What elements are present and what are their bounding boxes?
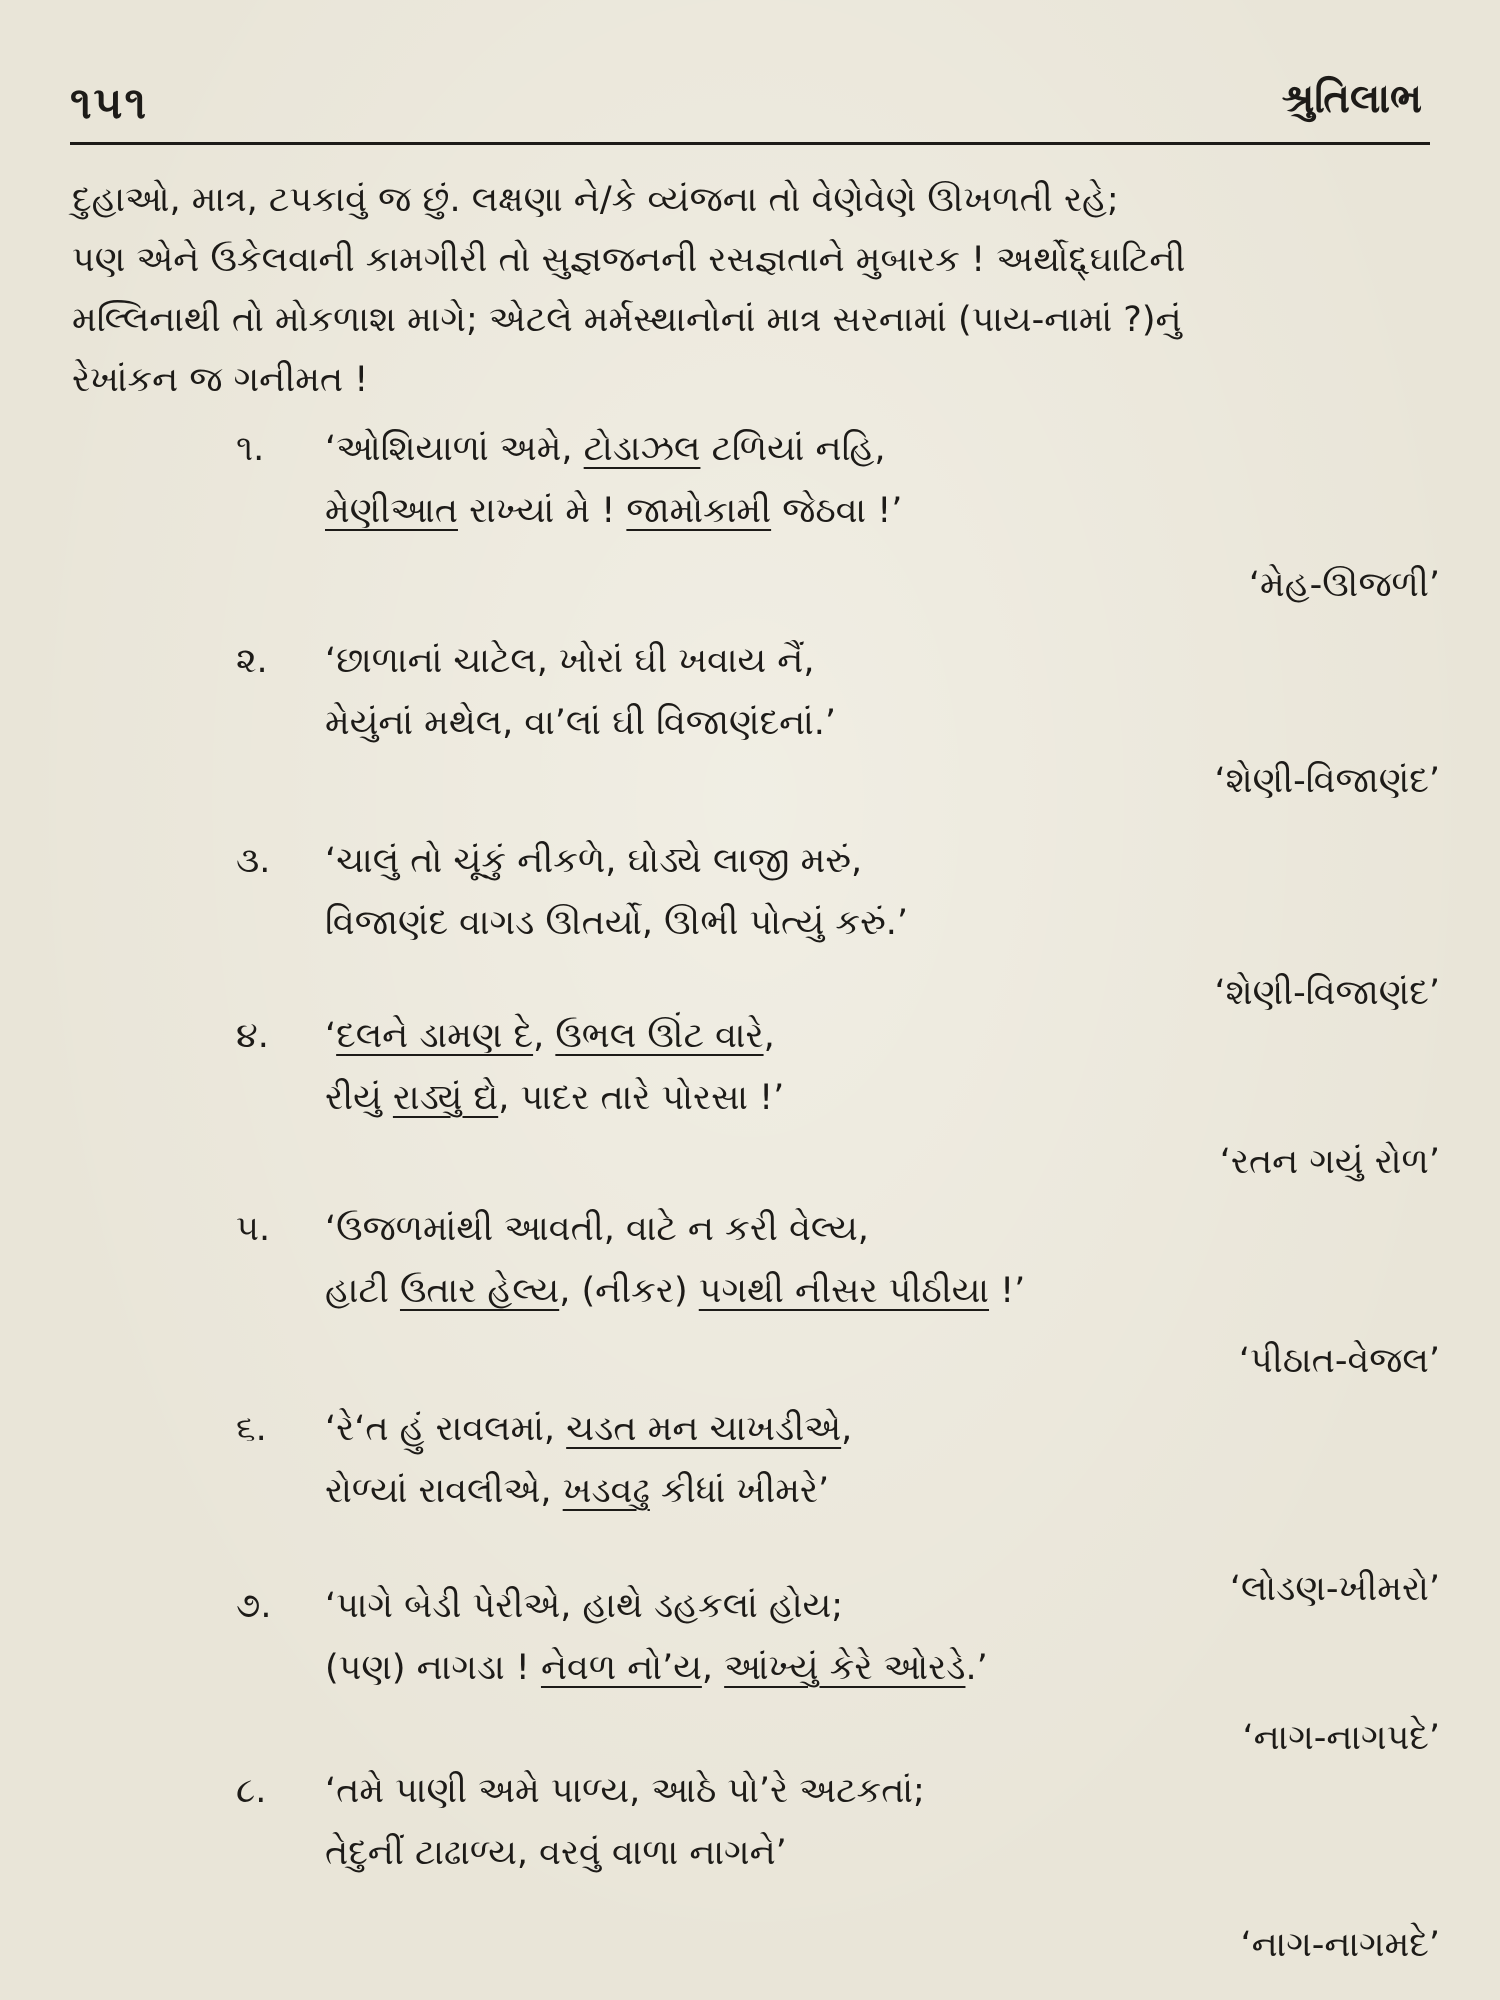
verse-source: ‘નાગ-નાગપદે’ — [1242, 1718, 1440, 1758]
verse-line — [325, 630, 815, 692]
verse-text: !’ — [989, 1271, 1026, 1311]
running-title: શ્રુતિલાભ — [1281, 76, 1422, 122]
verse-text: , પાદર તારે પોરસા !’ — [498, 1078, 785, 1118]
verse-text: (પણ) નાગડા ! — [325, 1648, 541, 1688]
underlined-phrase: રાડ્યું દ્યે — [392, 1078, 499, 1118]
verse-text: , — [841, 1409, 853, 1449]
underlined-phrase: મેણીઆત — [325, 491, 458, 531]
verse-text: મેયુંનાં મથેલ, વા’લાં ઘી વિજાણંદનાં.’ — [325, 703, 837, 743]
verse-text: ‘છાળાનાં ચાટેલ, ખોરાં ઘી ખવાય નૈં, — [325, 641, 815, 681]
verse-number: ૭. — [236, 1586, 272, 1626]
verse-source: ‘રતન ગયું રોળ’ — [1219, 1142, 1440, 1182]
verse-number: ૧. — [236, 429, 265, 469]
verse-text: ટળિયાં નહિ, — [700, 429, 886, 469]
verse-text: , — [701, 1648, 725, 1688]
intro-line: મલ્લિનાથી તો મોકળાશ માગે; એટલે મર્મસ્થાનોનાં માત્ર સરનામાં (પાય-નામાં ?)નું — [72, 300, 1182, 340]
verse-source: ‘પીઠાત-વેજલ’ — [1238, 1341, 1440, 1381]
verse-line — [325, 1760, 925, 1822]
verse-number: ૫. — [236, 1209, 271, 1249]
verse-text: ‘પાગે બેડી પેરીએ, હાથે ડહકલાં હોય; — [325, 1586, 844, 1626]
verse-line — [325, 1198, 869, 1260]
verse-source: ‘નાગ-નાગમદે’ — [1240, 1925, 1440, 1965]
verse-line — [325, 1575, 843, 1637]
verse-text: ‘ — [325, 1016, 337, 1056]
verse-line — [325, 830, 862, 892]
intro-line: પણ એને ઉકેલવાની કામગીરી તો સુજ્ઞજનની રસજ્ઞતાને મુબારક ! અર્થોદ્દ્ઘાટિની — [72, 240, 1186, 280]
page-number: ૧૫૧ — [70, 78, 149, 129]
verse-line — [325, 892, 908, 954]
verse-text: , (નીકર) — [559, 1271, 699, 1311]
verse-number: ૪. — [236, 1016, 269, 1056]
verse-text: .’ — [965, 1648, 988, 1688]
verse-text: ‘તમે પાણી અમે પાળ્ય, આઠે પો’રે અટકતાં; — [325, 1771, 925, 1811]
underlined-phrase: ટોડાઝલ — [583, 429, 701, 469]
verse-text: ‘ચાલું તો ચૂંકું નીકળે, ઘોડ્યે લાજી મરું, — [325, 841, 863, 881]
verse-text: રીયું — [325, 1078, 393, 1118]
verse-text: ‘રે‘ત હું રાવલમાં, — [325, 1409, 567, 1449]
underlined-phrase: ચડત મન ચાખડીએ — [566, 1409, 842, 1449]
verse-number: ૮. — [236, 1771, 267, 1811]
verse-source: ‘શેણી-વિજાણંદ’ — [1214, 761, 1440, 801]
verse-text: વિજાણંદ વાગડ ઊતર્યો, ઊભી પોત્યું કરું.’ — [325, 903, 908, 943]
intro-paragraph — [72, 170, 1442, 410]
verse-text: રાખ્યાં મે ! — [457, 491, 627, 531]
page-header — [70, 70, 1430, 140]
verse-text: રોળ્યાં રાવલીએ, — [325, 1471, 563, 1511]
verse-text: , — [533, 1016, 556, 1056]
intro-line: રેખાંકન જ ગનીમત ! — [72, 360, 369, 400]
verse-number: ૬. — [236, 1409, 267, 1449]
verse-line — [325, 1398, 852, 1460]
verse-line — [325, 1005, 775, 1067]
verse-line — [325, 1460, 829, 1522]
verse-line — [325, 1067, 784, 1129]
verse-text: જેઠવા !’ — [771, 491, 903, 531]
verse-source: ‘લોડણ-ખીમરો’ — [1229, 1569, 1440, 1609]
intro-line: દુહાઓ, માત્ર, ટપકાવું જ છું. લક્ષણા ને/કે વ્યંજના તો વેણેવેણે ઊખળતી રહે; — [72, 180, 1119, 220]
verse-line — [325, 480, 902, 542]
verse-number: ૨. — [236, 641, 268, 681]
verse-text: ‘ઓશિયાળાં અમે, — [325, 429, 584, 469]
verse-line — [325, 1260, 1025, 1322]
underlined-phrase: જામોકામી — [626, 491, 772, 531]
underlined-phrase: ઉભલ ઊંટ વારે — [555, 1016, 764, 1056]
underlined-phrase: આંખ્યું કેરે ઓરડે — [724, 1648, 966, 1688]
verse-line — [325, 418, 886, 480]
verse-line — [325, 692, 836, 754]
verse-text: તેદુનીં ટાઢાળ્ય, વરવું વાળા નાગને’ — [325, 1833, 787, 1873]
underlined-phrase: નેવળ નો’ય — [540, 1648, 702, 1688]
verse-number: ૩. — [236, 841, 271, 881]
header-rule — [70, 142, 1430, 145]
verse-text: કીધાં ખીમરે’ — [649, 1471, 830, 1511]
verse-source: ‘શેણી-વિજાણંદ’ — [1214, 973, 1440, 1013]
verse-line — [325, 1637, 988, 1699]
verse-text: હાટી — [325, 1271, 400, 1311]
verse-text: ‘ઉજળમાંથી આવતી, વાટે ન કરી વેલ્ય, — [325, 1209, 869, 1249]
verse-line — [325, 1822, 787, 1884]
verse-source: ‘મેહ-ઊજળી’ — [1248, 565, 1440, 605]
underlined-phrase: ખડવઢુ — [562, 1471, 650, 1511]
verse-text: , — [763, 1016, 775, 1056]
underlined-phrase: દલને ડામણ દે — [336, 1016, 534, 1056]
underlined-phrase: ઉતાર હેલ્ય — [399, 1271, 560, 1311]
underlined-phrase: પગથી નીસર પીઠીયા — [698, 1271, 990, 1311]
